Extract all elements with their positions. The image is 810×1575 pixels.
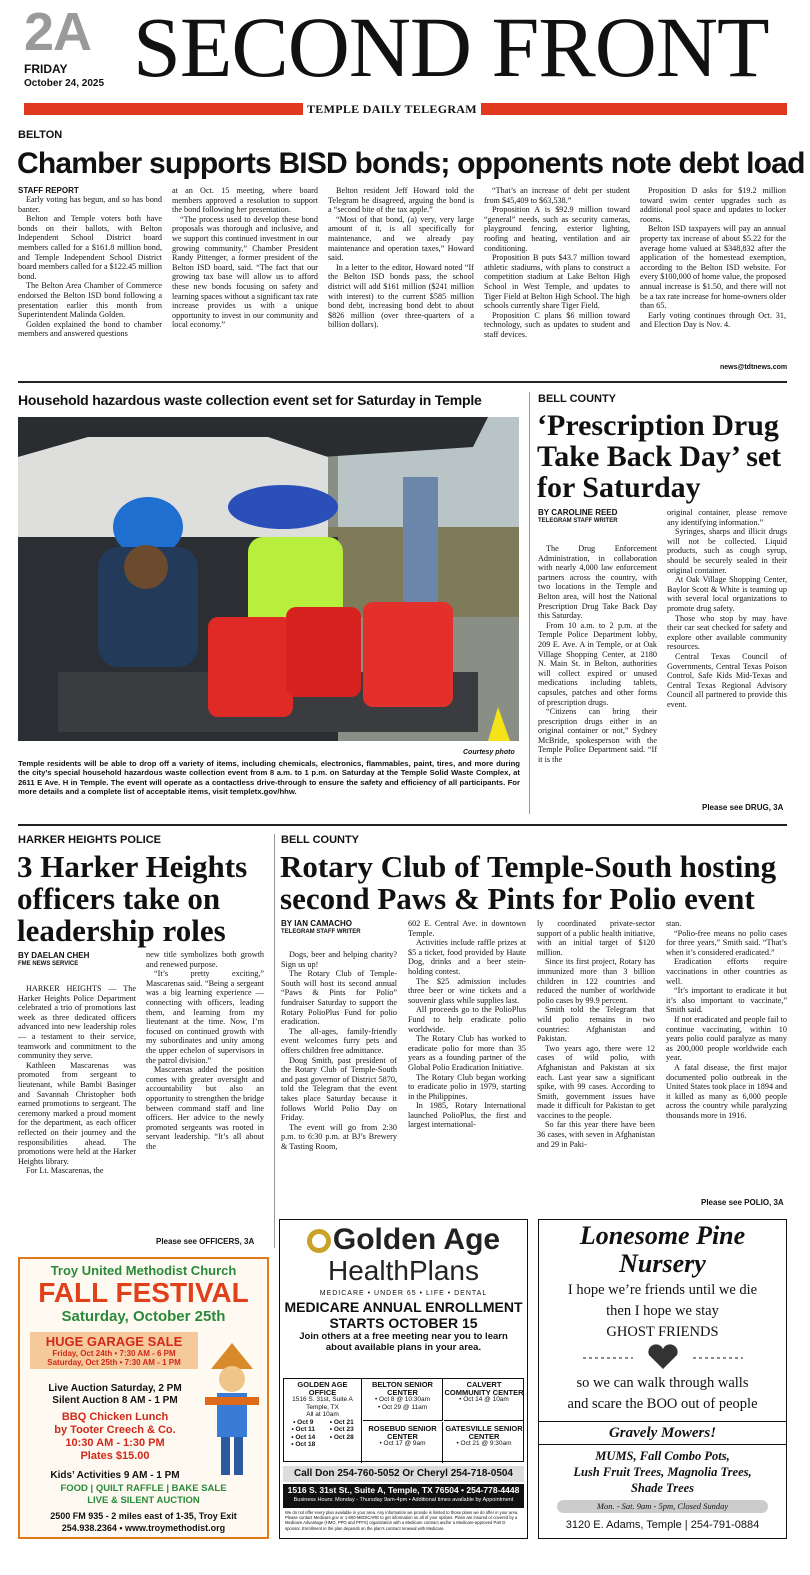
divider — [18, 824, 787, 826]
live-auction: Live Auction Saturday, 2 PM — [48, 1383, 182, 1394]
paper-name: TEMPLE DAILY TELEGRAM — [303, 101, 481, 117]
nursery-item-2: Lush Fruit Trees, Magnolia Trees, — [573, 1465, 752, 1479]
calvert-cell: CALVERT COMMUNITY CENTER • Oct 14 @ 10am — [444, 1379, 524, 1421]
festival-date: Saturday, October 25th — [61, 1308, 226, 1325]
rotary-role: TELEGRAM STAFF WRITER — [281, 929, 361, 935]
nursery-item-1: MUMS, Fall Combo Pots, — [595, 1449, 730, 1463]
garage-sale-box — [30, 1332, 198, 1369]
photo-credit: Courtesy photo — [463, 749, 515, 756]
brand-tagline: MEDICARE • UNDER 65 • LIFE • DENTAL — [319, 1290, 488, 1297]
address-bar: 1516 S. 31st St., Suite A, Temple, TX 76504 • 254-778-4448 Business Hours: Monday - Thursday 9am-4pm • Additional times available by Appointment — [283, 1484, 524, 1508]
enrollment-sub: Join others at a free meeting near you to learn about available plans in your area. — [299, 1331, 508, 1353]
harker-column-1: HARKER HEIGHTS — The Harker Heights Police Department celebrated a trio of promotions last week as three dedicated officers advanced into new leadership roles — a testament to their service, teamwork and commitment to the community they serve. Kathleen Mascarenas was promoted from sergeant to lieutenant, while Bambi Basinger and Savannah Christopher both earned promotions to sergeant. The ceremony marked a proud moment for the department, as each officer reflected on their journey and the responsibilities ahead. The promotions were held at the Harker Heights library. For Lt. Mascarenas, the — [18, 984, 136, 1176]
drug-headline: ‘Prescription Drug Take Back Day’ set for Saturday — [537, 409, 782, 504]
nursery-hours: Mon. - Sat. 9am - 5pm, Closed Sunday — [557, 1500, 768, 1513]
church-contact: 254.938.2364 • www.troymethodist.org — [61, 1523, 226, 1533]
photo-caption: Temple residents will be able to drop off a variety of items, including chemicals, electronics, flammables, paint, tires, and more during the city’s special household hazardous waste collection event from 8 a.m. to 1 p.m. on Saturday at the Temple Solid Waste Complex, at 2611 E Ave. H in Temple. The event will operate as a contactless drive-through to ensure the safety and efficiency of all participants. For more details and a complete list of acceptable items, visit templetx.gov/hhw. — [18, 759, 520, 797]
photo-headline: Household hazardous waste collection event set for Saturday in Temple — [18, 392, 482, 408]
gravely-banner: Gravely Mowers! — [539, 1421, 786, 1445]
silent-auction: Silent Auction 8 AM - 1 PM — [52, 1395, 178, 1406]
sale-saturday: Saturday, Oct 25th • 7:30 AM - 1 PM — [47, 1358, 181, 1367]
lead-kicker: BELTON — [18, 129, 63, 141]
enrollment-head-1: MEDICARE ANNUAL ENROLLMENT — [284, 1299, 523, 1315]
rotary-column-1: Dogs, beer and helping charity? Sign us up! The Rotary Club of Temple-South will host its second annual “Paws & Pints for Polio” fundraiser Saturday to support the Rotary PolioPlus Fund for polio eradication. The all-ages, family-friendly event welcomes furry pets and offers children free admittance. Doug Smith, past president of the Rotary Club of Temple-South and past governor of District 5870, told the Telegram that the event takes place Saturday because it follows World Polio Day on Friday. The event will go from 2:30 p.m. to 6:30 p.m. at BJ’s Brewery & Tasting Room, — [281, 950, 397, 1151]
brand-subname: HealthPlans — [328, 1255, 479, 1286]
harker-headline: 3 Harker Heights officers take on leadership roles — [17, 849, 248, 948]
garage-sale-title: HUGE GARAGE SALE — [45, 1334, 183, 1349]
nursery-address: 3120 E. Adams, Temple | 254-791-0884 — [565, 1519, 760, 1531]
golden-age-logo-icon — [307, 1229, 331, 1253]
poem-line-1: I hope we’re friends until we die — [567, 1282, 758, 1298]
office-address: 1516 S. 31st, Suite A Temple, TX — [292, 1396, 353, 1411]
divider — [529, 392, 530, 814]
ad-fall-festival[interactable] — [18, 1257, 269, 1539]
rotary-byline: BY IAN CAMACHO — [281, 919, 352, 928]
drug-column-1: The Drug Enforcement Administration, in collaboration with nearly 4,000 law enforcement partners across the country, with two locations in the Temple and Belton area, will host the National Prescription Drug Take Back Day this Saturday. From 10 a.m. to 2 p.m. at the Temple Police Department lobby, 209 E. Ave. A in Temple, or at Oak Village Shopping Center, at 2180 N. Main St. in Belton, authorities will collect expired or unused medications including tablets, capsules, patches and other forms of prescription drugs. “Citizens can bring their prescription drugs either in an original container or not,” Sydney McBride, spokesperson with the Temple Police Department said. “If it is the — [538, 544, 657, 765]
drug-column-2: original container, please remove any identifying information.” Syringes, sharps and illicit drugs will not be collected. Liquid products, such as cough syrup, should be securely sealed in their original container. At Oak Village Shopping Center, Baylor Scott & White is teaming up with several local organizations to promote drug safety. Those who stop by may have their car seat checked for safety and explore other available community resources. Central Texas Council of Governments, Central Texas Poison Control, Safe Kids Mid-Texas and Central Texas Regional Advisory Council all partnered to provide this event. — [667, 508, 787, 709]
nursery-name-2: Nursery — [619, 1249, 706, 1278]
nursery-item-3: Shade Trees — [630, 1481, 695, 1495]
office-dates: • Oct 9 • Oct 11 • Oct 14 • Oct 18 • Oct 21 • Oct 23 • Oct 28 — [291, 1418, 354, 1448]
lead-column-2: at an Oct. 15 meeting, where board members approved a resolution to support the bond following her presentation. “The process used to develop these bond proposals was thorough and inclusive, and we support this continued investment in our growing community,” Chamber President Randy Pittenger, a former president of the Belton ISD board, said. “The fact that our growing tax base will allow us to afford these new bonds focusing on safety and learning spaces without a significant tax rate increase provides us with a unique opportunity to invest in our community and local economy.” — [172, 186, 318, 330]
office-cell — [284, 1379, 362, 1463]
enrollment-head-2: STARTS OCTOBER 15 — [329, 1315, 478, 1331]
rotary-column-2: 602 E. Central Ave. in downtown Temple. Activities include raffle prizes at $5 a ticket, food provided by Haute Dog, drinks and a beer stein-holding contest. The $25 admission includes three beer or wine tickets and a souvenir glass while supplies last. All proceeds go to the PolioPlus Fund to help eradicate polio worldwide. The Rotary Club has worked to eradicate polio for more than 35 years as a founding partner of the Global Polio Eradication Initiative. The Rotary Club began working to eradicate polio in 1979, starting in the Philippines. In 1985, Rotary International launched PolioPlus, the first and largest international- — [408, 919, 526, 1130]
harker-byline: BY DAELAN CHEH — [18, 951, 90, 960]
issue-day: FRIDAY — [24, 62, 68, 76]
rotary-jump: Please see POLIO, 3A — [701, 1198, 784, 1207]
call-bar: Call Don 254-760-5052 Or Cheryl 254-718-0504 — [283, 1466, 524, 1482]
rotary-headline: Rotary Club of Temple-South hosting second Paws & Pints for Polio event — [280, 849, 777, 916]
rotary-column-3: ly coordinated private-sector support of a public health initiative, with an initial target of $120 million. Since its first project, Rotary has immunized more than 3 billion children in 122 countries and reduced the number of worldwide polio cases by 99.9 percent. Smith told the Telegram that wild polio remains in two countries: Afghanistan and Pakistan. Two years ago, there were 12 cases of wild polio, with Afghanistan and Pakistan at six each. Last year saw a significant spike, with 99 cases. According to Smith, government issues have made it difficult for Pakistan to get vaccines to the people. So far this year there have been 36 cases, with seven in Afghanistan and 29 in Paki- — [537, 919, 655, 1149]
belton-cell: BELTON SENIOR CENTER • Oct 8 @ 10:30am • Oct 29 @ 11am — [363, 1379, 443, 1421]
scarecrow-icon — [203, 1341, 261, 1481]
ad-golden-age[interactable] — [279, 1219, 528, 1539]
bbq-line-1: BBQ Chicken Lunch — [61, 1411, 169, 1423]
kids-activities: Kids’ Activities 9 AM - 1 PM — [50, 1470, 180, 1481]
brand-name: Golden Age — [332, 1223, 501, 1256]
harker-jump: Please see OFFICERS, 3A — [156, 1237, 255, 1246]
nursery-name-1: Lonesome Pine — [579, 1221, 746, 1250]
office-title: GOLDEN AGE OFFICE — [297, 1380, 348, 1397]
page-number: 2A — [24, 2, 92, 62]
office-time: All at 10am — [306, 1411, 339, 1418]
poem-line-5: and scare the BOO out of people — [567, 1396, 758, 1412]
brand-row — [280, 1224, 527, 1256]
lead-column-3: Belton resident Jeff Howard told the Telegram he disagreed, arguing the bond is a “second bite of the tax apple.” “Most of that bond, (a) very, very large amount of it, is all specifically for maintenance, and we already pay maintenance and operation taxes,” Howard said. In a letter to the editor, Howard noted “If the Belton ISD bonds pass, the school district will add $161 million ($241 million with interest) to the current $585 million bond debt, increasing bond debt to about $826 million (over three-quarters of a billion dollars). — [328, 186, 474, 330]
waste-event-photo — [18, 417, 519, 741]
rosebud-cell: ROSEBUD SENIOR CENTER • Oct 17 @ 9am — [363, 1422, 443, 1463]
meeting-table — [283, 1378, 524, 1462]
fine-print: We do not offer every plan available in your area. Any information we provide is limited to those plans we do offer in your area. Please contact Medicare.gov or 1-800-MEDICARE to get information on all of your options. Plans are insured or covered by a Medicare Advantage (HMO, PPO and PFFS) organization with a Medicare contract and/or a Medicare-approved Part D sponsor. Enrollment in the plan depends on the plan’s contract renewal with Medicare. — [285, 1510, 519, 1531]
section-title: SECOND FRONT — [133, 0, 769, 95]
divider — [18, 381, 787, 383]
poem-line-2: then I hope we stay — [606, 1303, 719, 1319]
harker-role: FME NEWS SERVICE — [18, 961, 79, 967]
harker-kicker: HARKER HEIGHTS POLICE — [18, 834, 162, 846]
divider — [274, 834, 275, 1248]
lead-signoff: news@tdtnews.com — [720, 364, 788, 371]
poem-line-3: GHOST FRIENDS — [606, 1324, 719, 1340]
ad-lonesome-pine[interactable] — [538, 1219, 787, 1539]
drug-role: TELEGRAM STAFF WRITER — [538, 518, 618, 524]
lead-byline: STAFF REPORT — [18, 186, 79, 195]
issue-date: October 24, 2025 — [24, 78, 105, 89]
lead-headline: Chamber supports BISD bonds; opponents note debt load — [17, 147, 805, 180]
rotary-column-4: stan. “Polio-free means no polio cases for three years,” Smith said. “That’s when it’s considered eradicated.” Eradication efforts require vaccinations in other countries as well. “It’s important to eradicate it but it’s also important to vaccinate,” Smith said. If not eradicated and people fail to continue vaccinating, within 10 years polio could paralyze as many as 200,000 people worldwide each year. A fatal disease, the first major documented polio outbreak in the United States took place in 1894 and it killed as many as 6,000 people across the country while paralyzing thousands more in 1916. — [666, 919, 787, 1120]
lead-column-1: Early voting has begun, and so has bond banter. Belton and Temple voters both have bonds on their ballots, with Belton Independent School District board members called for a $161.8 million bond, and Temple Independent School District board members called for a $122.45 million bond. The Belton Area Chamber of Commerce endorsed the Belton ISD bond following a presentation earlier this month from Superintendent Malinda Golden. Golden explained the bond to chamber members and answered questions — [18, 195, 162, 339]
sale-friday: Friday, Oct 24th • 7:30 AM - 6 PM — [52, 1349, 176, 1358]
lead-column-4: “That’s an increase of debt per student from $45,409 to $63,538.” Proposition A is $92.9 million toward “general” needs, such as security cameras, playground fencing, exterior lighting, roofing and heating, ventilation and air conditioning. Proposition B puts $43.7 million toward athletic stadiums, with plans to construct a competition stadium at Lake Belton High School in West Temple, and updates to Tiger Field at Belton High School. The high schools currently share Tiger Field. Proposition C plans $6 million toward technology, such as updates to student and staff devices. — [484, 186, 630, 339]
festival-features: FOOD | QUILT RAFFLE | BAKE SALE — [60, 1483, 227, 1494]
church-address: 2500 FM 935 - 2 miles east of 1-35, Troy Exit — [50, 1511, 237, 1521]
festival-title: FALL FESTIVAL — [38, 1277, 249, 1308]
drug-jump: Please see DRUG, 3A — [702, 803, 784, 812]
bbq-price: Plates $15.00 — [80, 1450, 150, 1462]
drug-byline: BY CAROLINE REED — [538, 508, 618, 517]
rotary-kicker: BELL COUNTY — [281, 834, 360, 846]
bbq-time: 10:30 AM - 1:30 PM — [65, 1437, 165, 1449]
gatesville-cell: GATESVILLE SENIOR CENTER • Oct 21 @ 9:30am — [445, 1424, 523, 1447]
drug-kicker: BELL COUNTY — [538, 393, 617, 405]
poem-line-4: so we can walk through walls — [576, 1375, 749, 1391]
festival-auctions: LIVE & SILENT AUCTION — [87, 1495, 200, 1506]
bbq-line-2: by Tooter Creech & Co. — [54, 1424, 176, 1436]
harker-column-2: new title symbolizes both growth and renewed purpose. “It’s pretty exciting,” Mascarenas said. “Being a sergeant was a big learning experience — connecting with officers, leading them, and learning from my lieutenant at the time. Now, I’m focused on continued growth with my subordinates and unity among the upper echelon of supervisors in the patrol division.” Mascarenas added the position comes with greater oversight and accountability but also an opportunity to strengthen the bridge between command staff and line officers. Her advice to the newly promoted sergeants was rooted in servant leadership. “It’s all about the — [146, 950, 264, 1151]
ghost-heart-icon — [539, 1343, 786, 1373]
lead-column-5: Proposition D asks for $19.2 million toward swim center upgrades such as additional pool space and updates to locker rooms. Belton ISD taxpayers will pay an annual property tax increase of about $5.22 for the average home valued at $348,832 after the application of the homestead exemption, according to the Belton ISD website. For every $100,000 of home value, the proposed annual increase is $1.50, and there will not be a tax rate increase for home-owners older than 65. Early voting continues through Oct. 31, and Election Day is Nov. 4. — [640, 186, 786, 330]
church-name: Troy United Methodist Church — [50, 1263, 237, 1278]
